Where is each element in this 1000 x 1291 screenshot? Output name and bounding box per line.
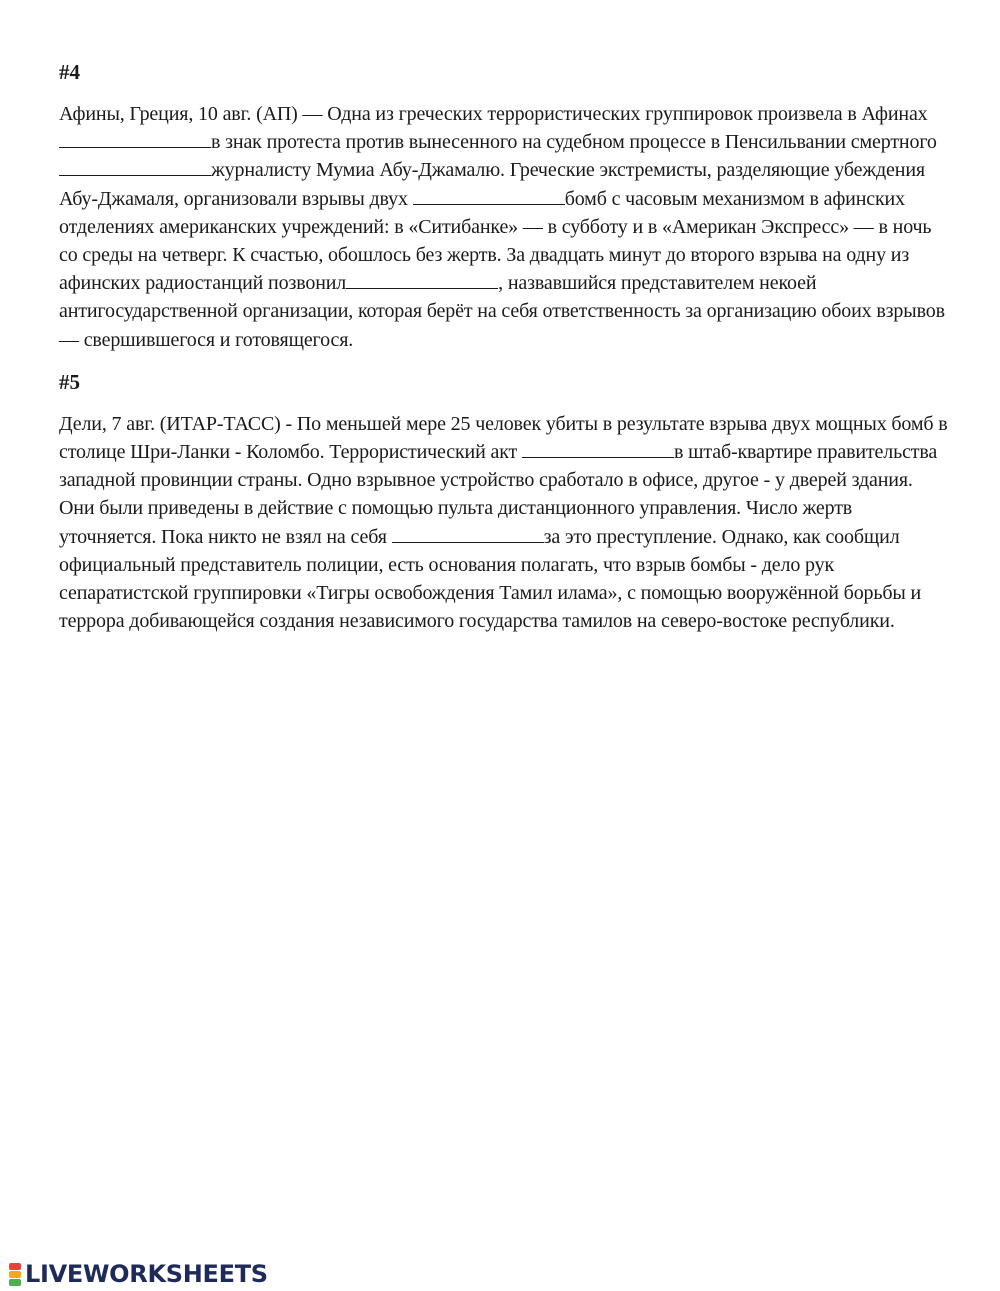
section-4-heading: #4 <box>59 60 80 84</box>
liveworksheets-logo <box>9 1260 268 1288</box>
text-part: в знак протеста против вынесенного на судебном процессе в Пенсильвании смертного <box>211 131 937 154</box>
logo-bar-yellow <box>9 1271 21 1278</box>
worksheet-page <box>59 58 949 649</box>
logo-bar-red <box>9 1263 21 1270</box>
answer-blank-5-1[interactable] <box>522 439 674 458</box>
text-part: журналисту Мумиа Абу-Джамалю. Греческие экстремисты, разделяющие убеждения Абу-Джамаля, организовали взрывы двух <box>59 159 925 210</box>
answer-blank-4-4[interactable] <box>346 270 498 289</box>
text-part: , назвавшийся представителем некоей антигосударственной организации, которая берёт на себя ответственность за организацию обоих взрывов — свершившегося и готовящегося. <box>59 272 945 351</box>
logo-bar-green <box>9 1279 21 1286</box>
text-part: за это преступление. Однако, как сообщил официальный представитель полиции, есть основания полагать, что взрыв бомбы - дело рук сепаратистской группировки «Тигры освобождения Тамил илама», с помощью вооружённой борьбы и террора добивающейся создания независимого государства тамилов на северо-востоке республики. <box>59 525 922 633</box>
section-5-heading: #5 <box>59 369 80 394</box>
answer-blank-4-3[interactable] <box>413 186 565 205</box>
logo-mark-icon <box>9 1263 21 1286</box>
text-part: Афины, Греция, 10 авг. (АП) — Одна из греческих террористических группировок произвела в Афинах <box>59 103 928 125</box>
answer-blank-4-2[interactable] <box>59 157 211 176</box>
text-part: бомб с часовым механизмом в афинских отделениях американских учреждений: в «Ситибанке» — в субботу и в «Американ Экспресс» — в ночь со среды на четверг. К счастью, обошлось без жертв. За двадцать минут до второго взрыва на одну из афинских радиостанций позвонил <box>59 187 932 295</box>
text-part: Дели, 7 авг. (ИТАР-ТАСС) - По меньшей мере 25 человек убиты в результате взрыва двух мощных бомб в столице Шри-Ланки - Коломбо. Террористический акт <box>59 412 948 464</box>
section-5-text <box>59 410 949 636</box>
answer-blank-5-2[interactable] <box>392 524 544 543</box>
logo-text: LIVEWORKSHEETS <box>25 1260 268 1288</box>
text-part: в штаб-квартире правительства западной провинции страны. Одно взрывное устройство сработало в офисе, другое - у дверей здания. Они были приведены в действие с помощью пульта дистанционного управления. Число жертв уточняется. Пока никто не взял на себя <box>59 441 938 548</box>
section-4-text <box>59 100 949 354</box>
answer-blank-4-1[interactable] <box>59 129 211 148</box>
